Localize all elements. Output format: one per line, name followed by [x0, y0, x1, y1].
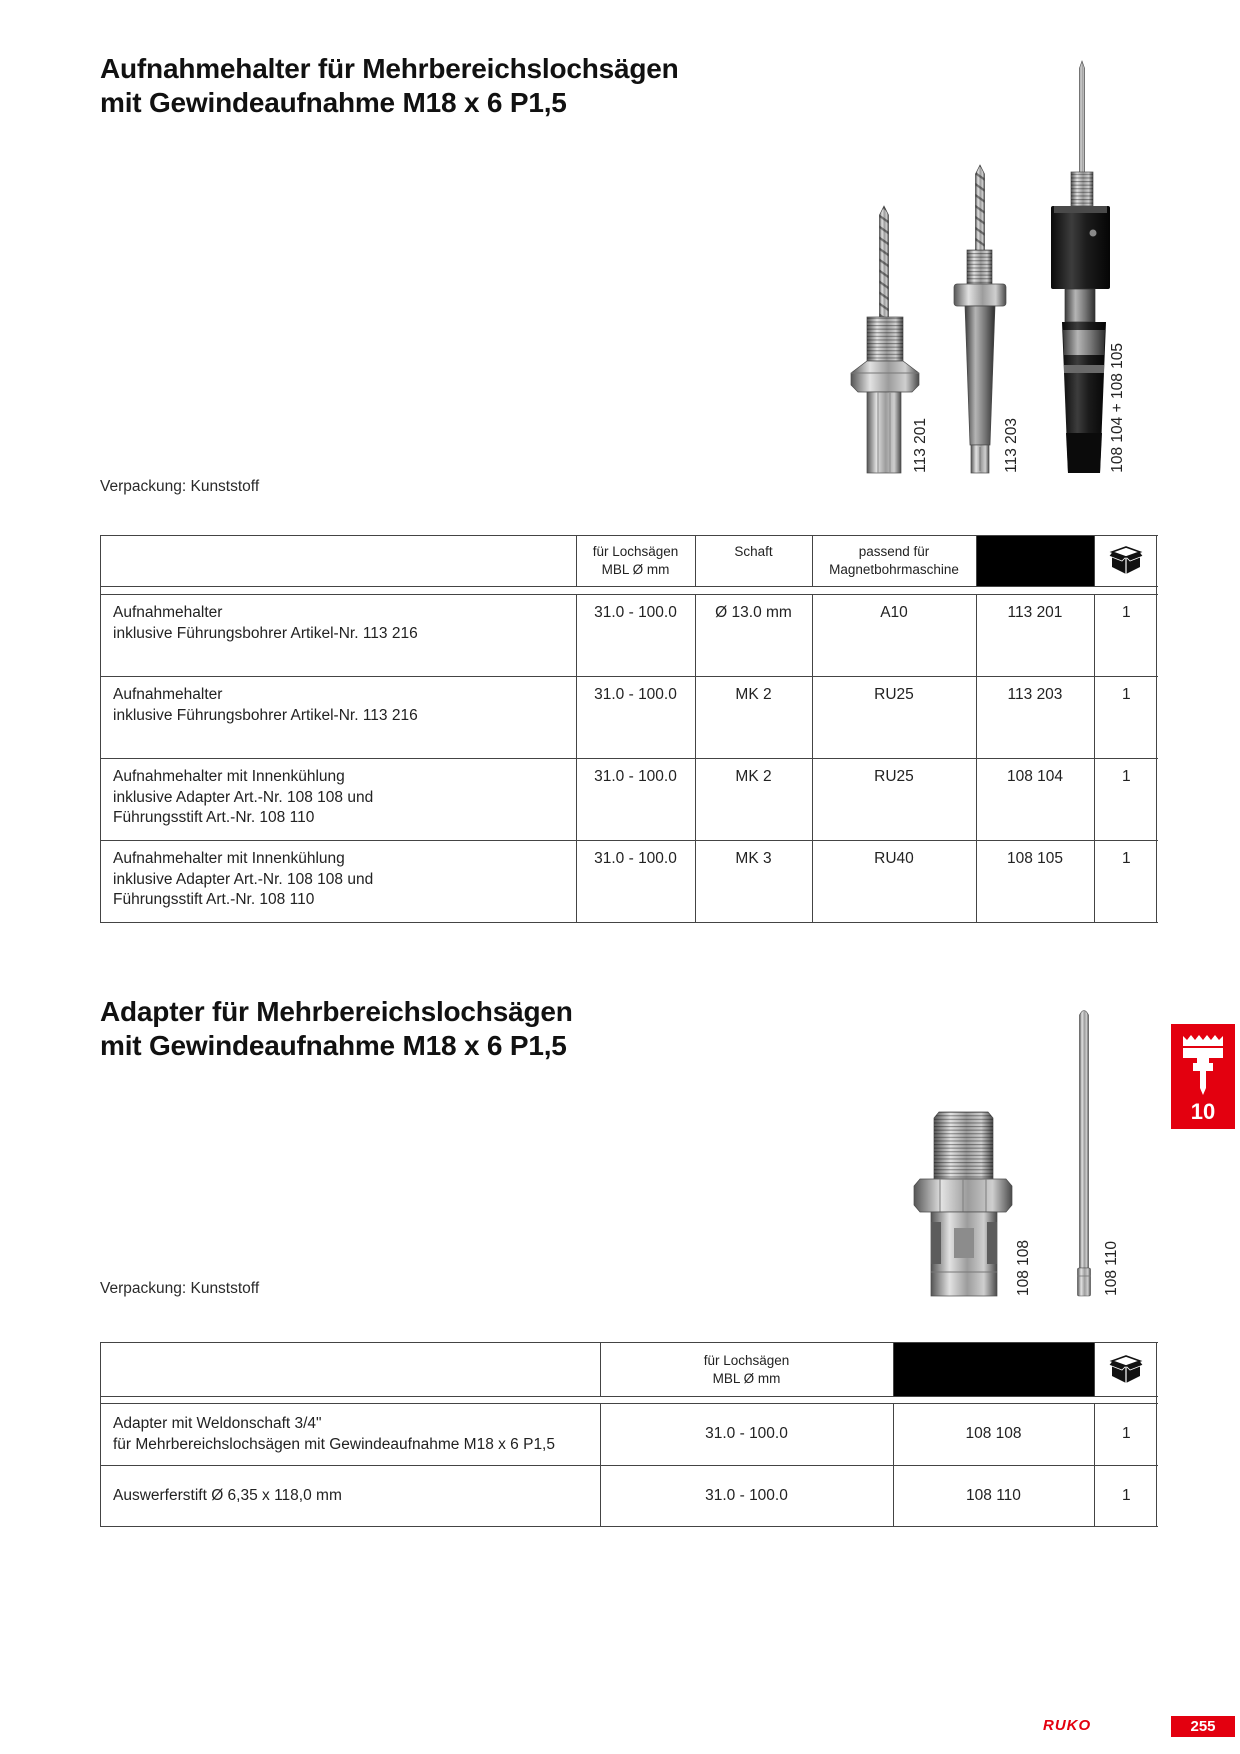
row-pack-quantity: 1: [1094, 595, 1158, 677]
row-machine: RU25: [812, 759, 976, 841]
row-machine: RU40: [812, 841, 976, 923]
table-row: [101, 759, 1158, 841]
row-description: [101, 677, 576, 759]
section2-packaging: Verpackung: Kunststoff: [100, 1280, 260, 1297]
row-saw-range: 31.0 - 100.0: [576, 677, 695, 759]
holder-108104-108105-image: [1051, 61, 1110, 473]
row-saw-range: 31.0 - 100.0: [576, 759, 695, 841]
image-label-113201: 113 201: [912, 418, 929, 473]
section2-table-header: [101, 1342, 1158, 1397]
row-article-number: 113 203: [976, 677, 1094, 759]
row-description-line: Aufnahmehalter: [113, 686, 223, 703]
row-description: [101, 841, 576, 923]
header-article-number: [893, 1343, 1094, 1397]
row-saw-range: 31.0 - 100.0: [600, 1404, 893, 1466]
row-article-number: 108 110: [893, 1466, 1094, 1527]
section1-packaging: Verpackung: Kunststoff: [100, 478, 260, 495]
header-pack-quantity: [1094, 1343, 1158, 1397]
row-description-line: Führungsstift Art.-Nr. 108 110: [113, 809, 315, 826]
section1-table-header: [101, 535, 1158, 587]
row-machine: RU25: [812, 677, 976, 759]
row-description: [101, 759, 576, 841]
row-description-line: Führungsstift Art.-Nr. 108 110: [113, 891, 315, 908]
page-number: 255: [1171, 1716, 1235, 1737]
header-saw-range-line2: MBL Ø mm: [712, 1370, 781, 1386]
row-article-number: 108 108: [893, 1404, 1094, 1466]
row-shank: MK 2: [695, 759, 812, 841]
header-saw-range-line2: MBL Ø mm: [601, 562, 670, 577]
box-icon: [1109, 1355, 1143, 1385]
row-description-line: inklusive Führungsbohrer Artikel-Nr. 113 216: [113, 706, 418, 724]
section1-table-body: [101, 594, 1158, 923]
header-saw-range: [600, 1343, 893, 1397]
adapter-108108-image: [914, 1112, 1012, 1296]
row-description-line: Aufnahmehalter: [113, 604, 223, 621]
row-machine: A10: [812, 595, 976, 677]
section1-product-images: [840, 55, 1130, 480]
header-machine: [812, 536, 976, 587]
header-pack-quantity: [1094, 536, 1158, 587]
row-description-line: Aufnahmehalter mit Innenkühlung: [113, 768, 345, 785]
header-shank: Schaft: [695, 536, 812, 587]
section1-title: [100, 52, 679, 120]
table-row: [101, 595, 1158, 677]
row-description-line: Aufnahmehalter mit Innenkühlung: [113, 850, 345, 867]
header-row: [101, 1343, 1158, 1397]
header-saw-range: [576, 536, 695, 587]
header-article-number: [976, 536, 1094, 587]
section2-title-line2: mit Gewindeaufnahme M18 x 6 P1,5: [100, 1030, 567, 1061]
row-article-number: 113 201: [976, 595, 1094, 677]
header-description: [101, 536, 576, 587]
table-row: [101, 677, 1158, 759]
holder-113203-image: [954, 165, 1006, 473]
row-description-line: Adapter mit Weldonschaft 3/4": [113, 1415, 322, 1432]
section2-table-body: [101, 1403, 1158, 1527]
section2-product-images: [900, 1000, 1110, 1300]
header-gap: [101, 587, 1156, 594]
brand-logo: RUKO: [1043, 1717, 1092, 1734]
image-label-113203: 113 203: [1003, 418, 1020, 473]
header-machine-line1: passend für: [858, 544, 930, 559]
row-description-line: Auswerferstift Ø 6,35 x 118,0 mm: [113, 1486, 342, 1504]
image-label-108110: 108 110: [1103, 1241, 1120, 1296]
row-pack-quantity: 1: [1094, 759, 1158, 841]
section2-title-line1: Adapter für Mehrbereichslochsägen: [100, 996, 573, 1027]
ejector-pin-108110-image: [1078, 1011, 1091, 1297]
holder-113201-image: [851, 206, 919, 473]
image-label-108108: 108 108: [1015, 1239, 1032, 1296]
row-description-line: inklusive Adapter Art.-Nr. 108 108 und: [113, 788, 374, 806]
row-description-line: inklusive Führungsbohrer Artikel-Nr. 113 216: [113, 624, 418, 642]
header-machine-line2: Magnetbohrmaschine: [829, 562, 959, 577]
section1-title-line2: mit Gewindeaufnahme M18 x 6 P1,5: [100, 87, 567, 118]
row-article-number: 108 104: [976, 759, 1094, 841]
chapter-tab: [1171, 1024, 1235, 1129]
row-description-line: für Mehrbereichslochsägen mit Gewindeaufnahme M18 x 6 P1,5: [113, 1435, 555, 1453]
row-description: [101, 1466, 600, 1527]
header-saw-range-line1: für Lochsägen: [703, 1352, 790, 1368]
image-label-108104-108105: 108 104 + 108 105: [1109, 343, 1126, 473]
row-pack-quantity: 1: [1094, 1466, 1158, 1527]
row-description: [101, 595, 576, 677]
table-row: [101, 841, 1158, 923]
row-article-number: 108 105: [976, 841, 1094, 923]
header-row: [101, 536, 1158, 587]
row-shank: Ø 13.0 mm: [695, 595, 812, 677]
row-saw-range: 31.0 - 100.0: [576, 595, 695, 677]
row-description: [101, 1404, 600, 1466]
box-icon: [1109, 546, 1143, 576]
row-shank: MK 2: [695, 677, 812, 759]
header-saw-range-line1: für Lochsägen: [592, 544, 679, 559]
section1-table: [100, 535, 1157, 923]
row-pack-quantity: 1: [1094, 1404, 1158, 1466]
row-saw-range: 31.0 - 100.0: [600, 1466, 893, 1527]
section2-title: [100, 995, 573, 1063]
section2-table: [100, 1342, 1157, 1527]
chapter-tab-number: 10: [1190, 1099, 1216, 1124]
section1-title-line1: Aufnahmehalter für Mehrbereichslochsägen: [100, 53, 679, 84]
row-saw-range: 31.0 - 100.0: [576, 841, 695, 923]
table-row: [101, 1404, 1158, 1466]
hole-saw-icon: [1171, 1024, 1235, 1099]
row-pack-quantity: 1: [1094, 677, 1158, 759]
row-pack-quantity: 1: [1094, 841, 1158, 923]
row-shank: MK 3: [695, 841, 812, 923]
row-description-line: inklusive Adapter Art.-Nr. 108 108 und: [113, 870, 374, 888]
header-description: [101, 1343, 600, 1397]
table-row: [101, 1466, 1158, 1527]
